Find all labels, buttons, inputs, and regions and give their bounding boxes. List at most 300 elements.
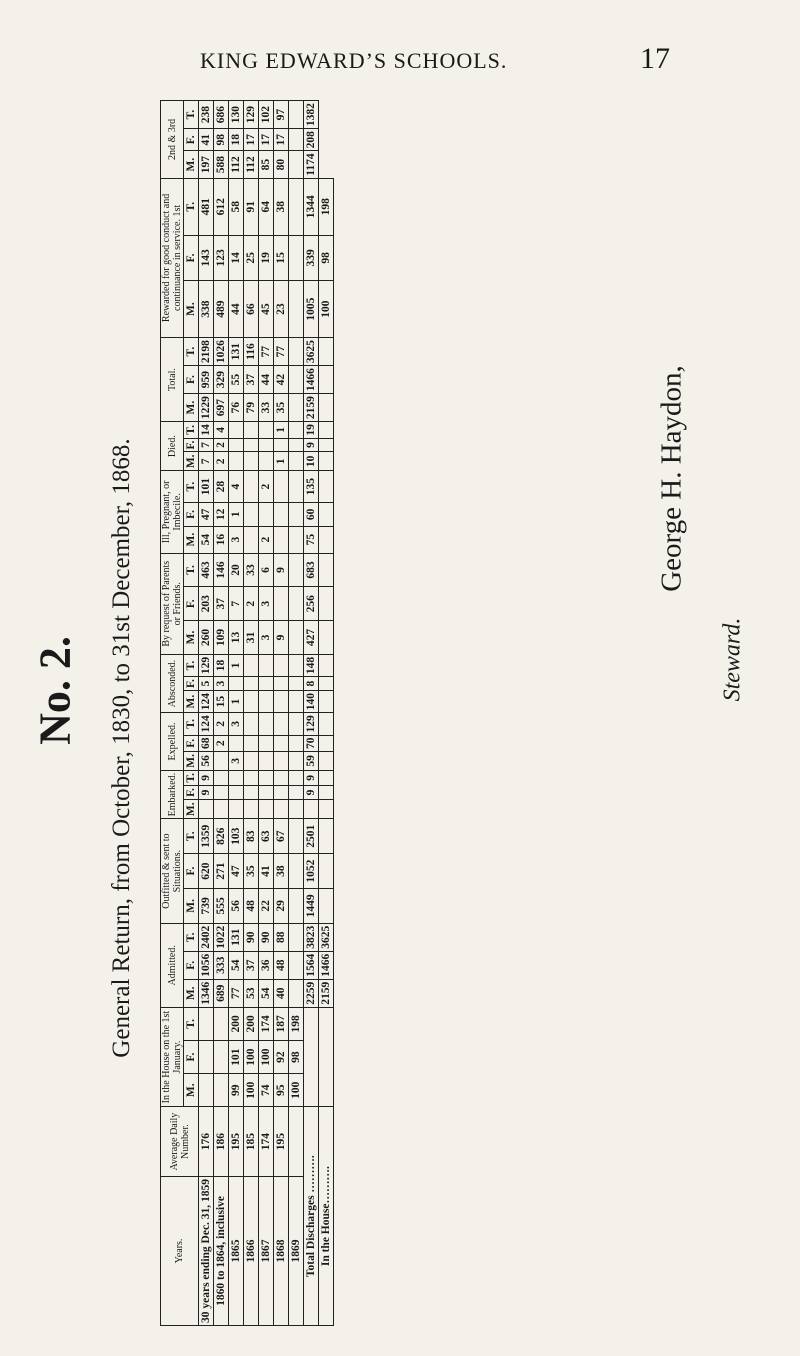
value-cell [319,553,334,587]
value-cell [214,1040,229,1073]
year-cell: 1867 [259,1176,274,1325]
value-cell: 131 [229,338,244,366]
value-cell: 143 [199,235,214,280]
value-cell [289,691,304,713]
value-cell [259,785,274,799]
value-cell: 54 [229,951,244,979]
average-cell: 185 [244,1107,259,1177]
value-cell: 959 [199,366,214,394]
sub-header: F. [184,587,199,621]
value-cell [229,735,244,752]
sub-header: T. [184,1007,199,1040]
value-cell [274,800,289,819]
value-cell: 54 [259,979,274,1007]
value-cell [229,452,244,471]
value-cell: 53 [244,979,259,1007]
value-cell: 2 [214,713,229,735]
value-cell: 124 [199,691,214,713]
value-cell: 1344 [304,178,319,235]
value-cell [289,888,304,923]
value-cell: 271 [214,854,229,889]
value-cell: 1449 [304,888,319,923]
value-cell [319,452,334,471]
value-cell: 3823 [304,923,319,951]
average-cell [289,1107,304,1177]
value-cell [244,691,259,713]
value-cell [289,713,304,735]
value-cell: 8 [304,677,319,691]
sub-header: T. [184,819,199,854]
value-cell: 9 [199,770,214,785]
page-number: 17 [640,42,670,75]
table-row [289,101,304,1326]
value-cell: 689 [214,979,229,1007]
value-cell: 129 [199,654,214,676]
value-cell [289,338,304,366]
rotated-table-area [160,100,664,1326]
value-cell [319,394,334,422]
value-cell [244,800,259,819]
value-cell [274,752,289,771]
sub-header: M. [184,526,199,553]
year-cell: 1860 to 1864, inclusive [214,1176,229,1325]
value-cell [274,713,289,735]
value-cell: 37 [244,366,259,394]
value-cell: 98 [319,235,334,280]
value-cell [319,713,334,735]
value-cell: 19 [259,235,274,280]
value-cell: 10 [304,452,319,471]
value-cell: 129 [244,101,259,129]
year-cell: 30 years ending Dec. 31, 1859 [199,1176,214,1325]
value-cell: 37 [244,951,259,979]
value-cell: 131 [229,923,244,951]
value-cell [259,677,274,691]
value-cell: 38 [274,854,289,889]
sub-header: T. [184,471,199,503]
value-cell: 200 [229,1007,244,1040]
value-cell: 59 [304,752,319,771]
average-cell: 195 [229,1107,244,1177]
value-cell [289,281,304,338]
value-cell: 198 [289,1007,304,1040]
value-cell: 555 [214,888,229,923]
value-cell [289,800,304,819]
value-cell [244,770,259,785]
value-cell: 2259 [304,979,319,1007]
value-cell [244,713,259,735]
group-header: By request of Parents or Friends. [161,553,184,654]
sub-header: F. [184,129,199,151]
value-cell: 197 [199,151,214,178]
value-cell: 7 [229,587,244,621]
sub-header: T. [184,713,199,735]
value-cell [289,979,304,1007]
value-cell: 198 [319,178,334,235]
value-cell [259,503,274,527]
group-header: Rewarded for good conduct and continuance in service. 1st [161,178,184,337]
value-cell [289,503,304,527]
value-cell [199,1074,214,1107]
page-header: KING EDWARD’S SCHOOLS. [200,48,508,73]
value-cell: 22 [259,888,274,923]
value-cell: 1359 [199,819,214,854]
value-cell: 91 [244,178,259,235]
value-cell: 17 [244,129,259,151]
value-cell: 58 [229,178,244,235]
value-cell [289,654,304,676]
value-cell: 100 [244,1040,259,1073]
value-cell: 333 [214,951,229,979]
value-cell: 1466 [304,366,319,394]
value-cell: 1005 [304,281,319,338]
value-cell [319,800,334,819]
value-cell: 130 [229,101,244,129]
value-cell: 2 [214,438,229,452]
group-header: Died. [161,422,184,471]
value-cell: 1 [274,452,289,471]
value-cell: 74 [259,1074,274,1107]
value-cell [319,819,334,854]
value-cell [259,735,274,752]
value-cell: 129 [304,713,319,735]
sub-header: T. [184,178,199,235]
sub-header: F. [184,235,199,280]
group-header: 2nd & 3rd [161,101,184,179]
value-cell: 588 [214,151,229,178]
value-cell [289,422,304,439]
value-cell: 98 [214,129,229,151]
value-cell: 256 [304,587,319,621]
value-cell [259,452,274,471]
value-cell: 54 [199,526,214,553]
value-cell [274,677,289,691]
sub-header: M. [184,281,199,338]
value-cell [289,819,304,854]
value-cell [259,713,274,735]
value-cell: 620 [199,854,214,889]
value-cell: 2159 [319,979,334,1007]
value-cell [289,621,304,655]
sub-header: F. [184,785,199,799]
value-cell [289,101,304,129]
value-cell [319,587,334,621]
value-cell: 41 [259,854,274,889]
sub-header: F. [184,366,199,394]
value-cell [319,526,334,553]
value-cell: 20 [229,553,244,587]
col-average: Average Daily Number. [161,1107,199,1177]
value-cell: 48 [274,951,289,979]
average-cell: 186 [214,1107,229,1177]
value-cell [289,526,304,553]
sub-header: T. [184,338,199,366]
value-cell [289,587,304,621]
value-cell [244,654,259,676]
value-cell [259,438,274,452]
value-cell: 40 [274,979,289,1007]
value-cell: 140 [304,691,319,713]
value-cell: 29 [274,888,289,923]
value-cell: 2 [259,526,274,553]
value-cell [214,785,229,799]
value-cell: 33 [244,553,259,587]
value-cell: 68 [199,735,214,752]
value-cell: 1 [229,503,244,527]
value-cell: 338 [199,281,214,338]
value-cell: 339 [304,235,319,280]
value-cell: 17 [274,129,289,151]
value-cell [214,770,229,785]
value-cell [199,1040,214,1073]
value-cell [289,452,304,471]
value-cell: 9 [274,621,289,655]
value-cell: 697 [214,394,229,422]
value-cell [274,526,289,553]
value-cell: 76 [229,394,244,422]
value-cell [289,923,304,951]
value-cell [289,471,304,503]
value-cell: 100 [319,281,334,338]
value-cell: 98 [289,1040,304,1073]
value-cell: 123 [214,235,229,280]
value-cell [274,471,289,503]
sub-header: M. [184,394,199,422]
value-cell [289,366,304,394]
value-cell: 174 [259,1007,274,1040]
value-cell: 1466 [319,951,334,979]
value-cell [244,752,259,771]
table-row [274,101,289,1326]
house-label: In the House………. [319,1107,334,1326]
value-cell: 80 [274,151,289,178]
sub-header: T. [184,654,199,676]
value-cell: 112 [229,151,244,178]
value-cell: 12 [214,503,229,527]
value-cell [214,752,229,771]
group-header: Ill, Pregnant, or Imbecile. [161,471,184,553]
value-cell: 48 [244,888,259,923]
value-cell: 3 [229,526,244,553]
value-cell: 83 [244,819,259,854]
value-cell: 1382 [304,101,319,129]
value-cell: 1 [229,691,244,713]
value-cell [244,452,259,471]
value-cell: 1229 [199,394,214,422]
group-header: Total. [161,338,184,422]
value-cell [244,735,259,752]
value-cell [289,785,304,799]
sub-header: M. [184,452,199,471]
value-cell: 6 [259,553,274,587]
value-cell: 47 [199,503,214,527]
value-cell: 47 [229,854,244,889]
value-cell: 88 [274,923,289,951]
value-cell: 683 [304,553,319,587]
value-cell [289,951,304,979]
value-cell: 260 [199,621,214,655]
value-cell [304,1007,319,1107]
value-cell: 90 [244,923,259,951]
value-cell: 31 [244,621,259,655]
value-cell [289,235,304,280]
value-cell: 739 [199,888,214,923]
value-cell: 1 [229,654,244,676]
signature: George H. Haydon, [655,365,688,592]
value-cell [289,735,304,752]
value-cell: 1564 [304,951,319,979]
value-cell: 9 [304,770,319,785]
table-row [259,101,274,1326]
value-cell [319,366,334,394]
value-cell: 100 [244,1074,259,1107]
sub-header: M. [184,151,199,178]
value-cell: 2159 [304,394,319,422]
value-cell [319,621,334,655]
value-cell [259,800,274,819]
value-cell: 37 [214,587,229,621]
general-return-table [160,100,334,1326]
value-cell [229,785,244,799]
value-cell: 4 [229,471,244,503]
group-header: Outfitted & sent to Situations. [161,819,184,923]
table-row [199,101,214,1326]
value-cell: 612 [214,178,229,235]
value-cell: 18 [229,129,244,151]
value-cell [199,1007,214,1040]
value-cell: 36 [259,951,274,979]
value-cell: 2 [214,452,229,471]
value-cell [259,422,274,439]
value-cell [274,503,289,527]
value-cell: 35 [274,394,289,422]
value-cell [319,752,334,771]
value-cell: 56 [229,888,244,923]
value-cell: 66 [244,281,259,338]
value-cell: 64 [259,178,274,235]
average-cell: 176 [199,1107,214,1177]
col-years: Years. [161,1176,199,1325]
group-header: Admitted. [161,923,184,1007]
value-cell: 3625 [304,338,319,366]
value-cell: 187 [274,1007,289,1040]
value-cell: 2198 [199,338,214,366]
value-cell: 463 [199,553,214,587]
year-cell: 1865 [229,1176,244,1325]
sub-header: M. [184,621,199,655]
value-cell: 238 [199,101,214,129]
value-cell [259,691,274,713]
value-cell: 100 [259,1040,274,1073]
sub-header: F. [184,438,199,452]
value-cell: 92 [274,1040,289,1073]
value-cell: 4 [214,422,229,439]
value-cell: 75 [304,526,319,553]
value-cell: 60 [304,503,319,527]
value-cell: 77 [229,979,244,1007]
sub-header: M. [184,888,199,923]
sub-header: T. [184,422,199,439]
value-cell [289,752,304,771]
value-cell [319,735,334,752]
value-cell: 77 [259,338,274,366]
value-cell: 3 [229,713,244,735]
value-cell: 25 [244,235,259,280]
value-cell [244,422,259,439]
average-cell: 195 [274,1107,289,1177]
value-cell: 3 [259,587,274,621]
value-cell: 15 [274,235,289,280]
value-cell [244,677,259,691]
value-cell [319,438,334,452]
value-cell [319,770,334,785]
value-cell: 109 [214,621,229,655]
value-cell: 99 [229,1074,244,1107]
return-number: No. 2. [30,636,80,745]
sub-header: F. [184,951,199,979]
value-cell [304,800,319,819]
value-cell [214,1074,229,1107]
value-cell: 1026 [214,338,229,366]
sub-header: F. [184,735,199,752]
value-cell: 95 [274,1074,289,1107]
value-cell: 427 [304,621,319,655]
sub-header: M. [184,979,199,1007]
year-cell: 1869 [289,1176,304,1325]
value-cell: 77 [274,338,289,366]
group-header: Absconded. [161,654,184,712]
sub-header: F. [184,677,199,691]
totals-row [304,101,319,1326]
value-cell [199,800,214,819]
value-cell: 124 [199,713,214,735]
value-cell: 203 [199,587,214,621]
value-cell: 112 [244,151,259,178]
value-cell: 70 [304,735,319,752]
value-cell [289,770,304,785]
value-cell: 3 [229,752,244,771]
group-header: Expelled. [161,713,184,770]
value-cell: 56 [199,752,214,771]
value-cell: 2501 [304,819,319,854]
value-cell: 489 [214,281,229,338]
sub-header: M. [184,752,199,771]
value-cell: 2 [244,587,259,621]
value-cell [259,770,274,785]
value-cell: 18 [214,654,229,676]
value-cell: 200 [244,1007,259,1040]
group-header: In the House on the 1st January. [161,1007,184,1107]
value-cell [214,800,229,819]
value-cell [319,654,334,676]
value-cell: 2402 [199,923,214,951]
value-cell: 1052 [304,854,319,889]
value-cell: 28 [214,471,229,503]
value-cell [289,178,304,235]
value-cell [274,654,289,676]
value-cell: 16 [214,526,229,553]
value-cell: 146 [214,553,229,587]
value-cell: 116 [244,338,259,366]
sub-header: T. [184,101,199,129]
table-row [229,101,244,1326]
value-cell: 17 [259,129,274,151]
value-cell: 208 [304,129,319,151]
value-cell [289,394,304,422]
value-cell [289,677,304,691]
value-cell: 1 [274,422,289,439]
year-cell: 1868 [274,1176,289,1325]
